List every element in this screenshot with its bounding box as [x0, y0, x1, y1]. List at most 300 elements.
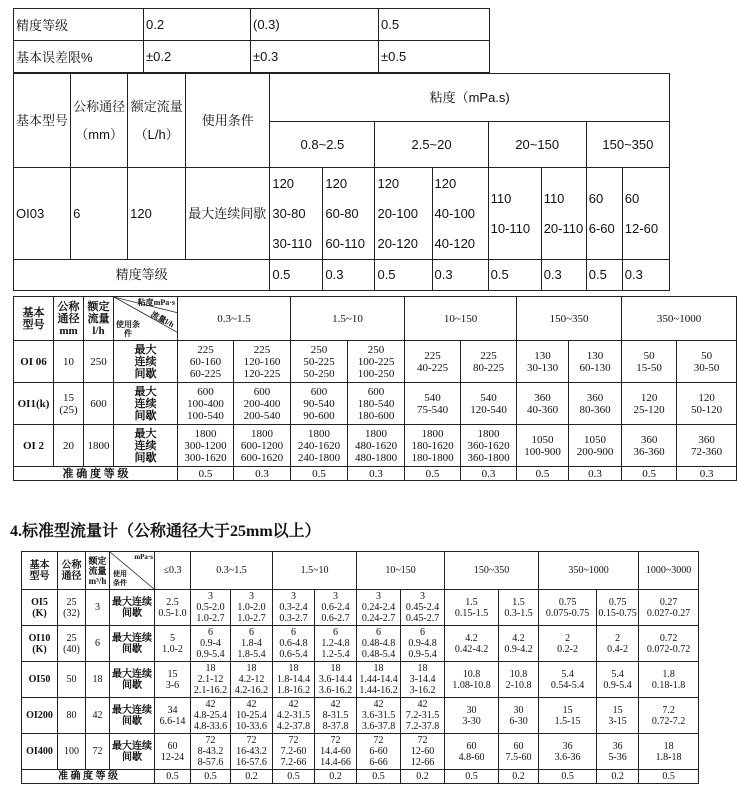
flow: 1800: [84, 425, 114, 467]
table-cell: [639, 734, 699, 770]
cell-line: 6-60: [588, 220, 615, 236]
cell-line: 7.2-37.8: [405, 721, 440, 732]
cell-line: 100-225: [357, 355, 395, 368]
table-cell: [405, 383, 461, 425]
cell-line: 8-37.8: [322, 721, 349, 732]
cell-line: 16-43.2: [236, 746, 267, 757]
cell-line: 50-250: [303, 367, 335, 380]
cell-line: 1.08-10.8: [452, 679, 491, 691]
cell-line: 18: [246, 663, 257, 674]
cell-line: 4.8-60: [458, 751, 485, 763]
table-cell: [357, 698, 401, 734]
cell-line: 基本: [29, 559, 50, 571]
cell-line: 2.5: [166, 596, 179, 608]
table-cell: [348, 425, 405, 467]
table-cell: [517, 383, 569, 425]
cell-line: 1800: [251, 427, 273, 440]
cell-line: (K): [32, 643, 47, 655]
data-row: [22, 626, 699, 662]
cell-line: 0.6-4.8: [279, 638, 308, 649]
table-cell: [541, 168, 586, 260]
table-cell: [231, 626, 273, 662]
cell-line: 公称: [61, 559, 82, 571]
table-cell: [445, 662, 499, 698]
table-cell: [178, 425, 234, 467]
table-cell: [191, 590, 231, 626]
accuracy-value: 0.5: [191, 770, 231, 784]
table-cell: [231, 698, 273, 734]
accuracy-value: 0.5: [357, 770, 401, 784]
cell-line: 18: [205, 663, 216, 674]
cell-line: 1800: [194, 427, 217, 440]
cell-line: 最大连续: [112, 596, 152, 608]
cell-line: (K): [32, 607, 47, 619]
cell-line: 90-540: [303, 397, 335, 410]
cell-line: 72: [246, 735, 257, 746]
cell-line: 间歇: [122, 751, 142, 763]
cell-line: 42: [373, 699, 384, 710]
model: OI 2: [14, 425, 54, 467]
condition: 最大连续间歇: [186, 168, 270, 260]
cell-line: 80-360: [579, 403, 611, 416]
table-cell: [315, 626, 357, 662]
header-flow: [84, 297, 114, 341]
accuracy-label: 精度等级: [14, 260, 270, 291]
cell-line: 1.8-5.4: [237, 649, 266, 660]
diameter: [54, 425, 84, 467]
table-cell: [291, 425, 348, 467]
table-cell: [348, 341, 405, 383]
cell-line: 0.42-4.2: [454, 643, 489, 655]
table-cell: ±0.3: [251, 41, 379, 73]
model: [22, 626, 58, 662]
cell-line: 1.5: [512, 596, 525, 608]
cell-line: 250: [367, 343, 385, 356]
cell-line: 6: [208, 627, 213, 638]
cell-line: 30-50: [693, 361, 720, 374]
cell-line: 12-66: [410, 757, 435, 768]
cell-line: 0.15-0.75: [598, 607, 637, 619]
cell-line: 80: [66, 710, 77, 721]
cell-line: 0.5-2.0: [196, 602, 225, 613]
cell-line: 0.3-2.7: [279, 613, 308, 624]
table-cell: 6: [71, 168, 128, 260]
viscosity-range: 350~1000: [539, 552, 639, 590]
table-cell: [639, 698, 699, 734]
cell-line: 600: [310, 385, 328, 398]
cell-line: 最大: [134, 427, 157, 440]
cell-line: 1.2-5.4: [321, 649, 350, 660]
data-row: [22, 698, 699, 734]
table-cell: [539, 590, 597, 626]
cell-line: 0.48-5.4: [361, 649, 396, 660]
table-cell: [315, 698, 357, 734]
data-row: [22, 734, 699, 770]
cell-line: 75-540: [416, 403, 449, 416]
header-diagonal: [110, 552, 155, 590]
cell-line: 50: [643, 349, 655, 362]
cell-line: 72-360: [690, 445, 723, 458]
cell-line: 120-540: [470, 403, 507, 416]
table-cell: [191, 662, 231, 698]
table-cell: [357, 662, 401, 698]
cell-line: 600: [367, 385, 385, 398]
table-cell: 0.2: [144, 9, 251, 41]
diameter: [54, 383, 84, 425]
header-diagonal: [114, 297, 178, 341]
cell-line: 60: [513, 740, 524, 752]
table-cell: [517, 425, 569, 467]
cell-line: 600-1620: [240, 451, 284, 464]
cell-line: 360: [534, 391, 551, 404]
table-cell: [677, 425, 737, 467]
cell-line: 14.4-60: [320, 746, 351, 757]
cell-line: 5.4: [561, 668, 574, 680]
cell-line: 3: [333, 591, 339, 602]
table-cell: [622, 341, 677, 383]
table-cell: [315, 662, 357, 698]
cell-line: 50-120: [690, 403, 723, 416]
table-cell: [677, 383, 737, 425]
accuracy-value: 0.3: [348, 467, 405, 481]
flow: 42: [86, 698, 110, 734]
small-bore-spec-table: [13, 296, 737, 481]
cell-line: 10: [63, 355, 74, 368]
cell-line: 8-43.2: [197, 746, 224, 757]
cell-line: 120: [272, 175, 295, 191]
condition: [114, 383, 178, 425]
diag-flow: 流量l/h: [149, 309, 176, 330]
cell-line: 3.6-16.2: [318, 685, 353, 696]
cell-line: 10-110: [490, 220, 531, 236]
table-cell: [569, 383, 622, 425]
cell-line: 600: [197, 385, 214, 398]
cell-line: 90-600: [303, 409, 335, 422]
cell-line: 1800: [308, 427, 331, 440]
accuracy-value: 0.3: [622, 260, 669, 291]
accuracy-row: [22, 770, 699, 784]
cell-line: 120: [698, 391, 715, 404]
cell-line: 10-33.6: [236, 721, 267, 732]
accuracy-value: 0.2: [401, 770, 445, 784]
cell-line: 72: [205, 735, 216, 746]
cell-line: 18: [330, 663, 341, 674]
cell-line: OI400: [26, 746, 53, 757]
cell-line: 3.6-14.4: [318, 674, 353, 685]
accuracy-value: 0.5: [539, 770, 597, 784]
accuracy-row: [14, 467, 737, 481]
cell-line: 2.1-16.2: [193, 685, 228, 696]
table-cell: [597, 734, 639, 770]
cell-line: 0.72: [659, 632, 678, 644]
header-model: [22, 552, 58, 590]
table-cell: [270, 168, 323, 260]
table-cell: [517, 341, 569, 383]
cell-line: 间歇: [122, 715, 142, 727]
cell-line: 40-120: [434, 235, 476, 251]
cell-line: 120-225: [243, 367, 281, 380]
diameter: [58, 626, 86, 662]
cell-line: 最大: [134, 385, 157, 398]
viscosity-range: 1000~3000: [639, 552, 699, 590]
cell-line: 18: [663, 740, 674, 752]
flow: 3: [86, 590, 110, 626]
cell-line: 60: [466, 740, 477, 752]
cell-line: 公称: [57, 300, 80, 313]
cell-line: 60-110: [325, 235, 365, 251]
condition: [110, 662, 155, 698]
cell-line: 15: [562, 704, 573, 716]
cell-line: 360: [640, 433, 658, 446]
cell-line: 3-6: [165, 679, 180, 691]
cell-line: 0.9-4.2: [504, 643, 533, 655]
table-cell: [445, 626, 499, 662]
section-heading: 4.标准型流量计（公称通径大于25mm以上）: [10, 523, 321, 540]
cell-line: 2.1-12: [197, 674, 224, 685]
accuracy-value: 0.5: [375, 260, 432, 291]
cell-line: 42: [205, 699, 216, 710]
cell-line: 6-66: [369, 757, 388, 768]
cell-line: 540: [480, 391, 497, 404]
cell-line: 360: [698, 433, 715, 446]
cell-line: 72: [330, 735, 341, 746]
diameter: [58, 590, 86, 626]
cell-line: 5.4: [611, 668, 624, 680]
accuracy-value: 0.5: [517, 467, 569, 481]
cell-line: 30: [466, 704, 477, 716]
accuracy-value: 0.2: [315, 770, 357, 784]
cell-line: 1.2-4.8: [321, 638, 350, 649]
table-cell: [461, 383, 517, 425]
table-cell: [357, 734, 401, 770]
cell-line: 36: [612, 740, 623, 752]
cell-line: 100-900: [524, 445, 561, 458]
oi03-spec-table: [13, 73, 670, 291]
cell-line: 25-120: [633, 403, 665, 416]
cell-line: 4.2-31.5: [276, 710, 311, 721]
header-diameter: [54, 297, 84, 341]
cell-line: 42: [417, 699, 428, 710]
table-cell: [234, 383, 291, 425]
cell-line: m³/h: [88, 575, 107, 586]
header-diameter: [58, 552, 86, 590]
cell-line: 300-1620: [184, 451, 227, 464]
table-cell: [401, 734, 445, 770]
accuracy-value: 0.3: [323, 260, 375, 291]
accuracy-value: 0.3: [541, 260, 586, 291]
accuracy-value: 0.2: [597, 770, 639, 784]
condition: [114, 341, 178, 383]
table-cell: [539, 734, 597, 770]
cell-line: 12-60: [410, 746, 435, 757]
header-flow: [86, 552, 110, 590]
header-model: 基本型号: [14, 74, 71, 168]
table-cell: [539, 662, 597, 698]
cell-line: 1.8-16.2: [276, 685, 311, 696]
table-cell: [401, 590, 445, 626]
cell-line: 1.5: [465, 596, 478, 608]
table-cell: 120: [128, 168, 186, 260]
cell-line: 4.2: [465, 632, 478, 644]
data-row: [14, 341, 737, 383]
cell-line: 1.8: [662, 668, 675, 680]
header-condition: 使用条件: [186, 74, 270, 168]
viscosity-range: 0.3~1.5: [191, 552, 273, 590]
cell-line: 1.5-15: [554, 715, 581, 727]
cell-line: 40-225: [416, 361, 449, 374]
cell-line: 36: [562, 740, 573, 752]
cell-line: 间歇: [134, 367, 157, 380]
condition: [110, 734, 155, 770]
cell-line: l/h: [92, 324, 105, 337]
cell-line: 流量: [88, 565, 107, 576]
viscosity-range: 150~350: [517, 297, 622, 341]
cell-line: 0.027-0.27: [646, 607, 691, 619]
cell-line: 6.6-14: [159, 715, 186, 727]
accuracy-error-table: [13, 8, 490, 73]
cell-line: 7.5-60: [505, 751, 532, 763]
condition: [110, 698, 155, 734]
diameter: [58, 662, 86, 698]
table-cell: [639, 626, 699, 662]
cell-line: 1.0-2: [162, 643, 183, 655]
cell-line: 8-31.5: [322, 710, 349, 721]
condition: [110, 626, 155, 662]
cell-line: 5: [170, 632, 175, 644]
table-cell: [405, 425, 461, 467]
cell-line: 42: [330, 699, 341, 710]
cell-line: 60-160: [189, 355, 222, 368]
cell-line: 通径: [57, 312, 80, 325]
cell-line: 3: [208, 591, 213, 602]
cell-line: 0.24-2.4: [361, 602, 396, 613]
table-cell: [191, 698, 231, 734]
header-row: [14, 297, 737, 321]
cell-line: 480-1620: [354, 439, 398, 452]
table-cell: [191, 626, 231, 662]
viscosity-range: 10~150: [357, 552, 445, 590]
cell-line: 0.75: [608, 596, 627, 608]
cell-line: 1.8-18: [655, 751, 682, 763]
cell-line: 额定: [88, 555, 107, 566]
accuracy-value: 0.3: [677, 467, 737, 481]
table-cell: [191, 734, 231, 770]
diameter: [58, 698, 86, 734]
cell-line: 360-1800: [467, 451, 510, 464]
table-cell: [291, 383, 348, 425]
cell-line: 60-225: [189, 367, 222, 380]
cell-line: 225: [424, 349, 441, 362]
cell-line: 100-400: [187, 397, 224, 410]
cell-line: 3: [291, 591, 297, 602]
cell-line: 7.2-66: [280, 757, 307, 768]
cell-line: 0.075-0.75: [545, 607, 590, 619]
table-cell: [405, 341, 461, 383]
table-cell: [499, 590, 539, 626]
cell-line: 42: [288, 699, 299, 710]
cell-line: 110: [543, 190, 565, 206]
cell-line: 12-60: [624, 220, 659, 236]
accuracy-value: 0.2: [499, 770, 539, 784]
cell-line: 120: [325, 175, 348, 191]
cell-line: 间歇: [122, 643, 142, 655]
cell-line: 2-10.8: [505, 679, 532, 691]
cell-line: 通径: [61, 570, 82, 582]
cell-line: 480-1800: [354, 451, 398, 464]
cell-line: 10.8: [509, 668, 528, 680]
data-row: [14, 425, 737, 467]
cell-line: 6-30: [509, 715, 528, 727]
table-cell: [155, 698, 191, 734]
cell-line: 0.48-4.8: [361, 638, 396, 649]
cell-line: 0.9-5.4: [603, 679, 632, 691]
cell-line: 120: [377, 175, 400, 191]
cell-line: 4.8-25.4: [193, 710, 228, 721]
cell-line: 18: [417, 663, 428, 674]
viscosity-range: 150~350: [445, 552, 539, 590]
viscosity-range: 2.5~20: [375, 122, 488, 168]
cell-line: 72: [373, 735, 384, 746]
model: [22, 590, 58, 626]
accuracy-value: 0.5: [291, 467, 348, 481]
cell-line: 4.2-12: [238, 674, 265, 685]
diag-viscosity: mPa·s: [134, 553, 153, 561]
cell-line: 30-80: [272, 205, 306, 221]
viscosity-range: 1.5~10: [273, 552, 357, 590]
accuracy-value: 0.5: [178, 467, 234, 481]
viscosity-range: 1.5~10: [291, 297, 405, 341]
cell-line: 0.54-5.4: [550, 679, 585, 691]
cell-line: 20: [63, 439, 74, 452]
data-row: [22, 662, 699, 698]
cell-line: 3-15: [608, 715, 627, 727]
cell-line: 130: [534, 349, 551, 362]
cell-line: 3: [249, 591, 254, 602]
cell-line: 额定: [87, 300, 110, 313]
cell-line: 0.27: [659, 596, 678, 608]
cell-line: 3: [420, 591, 426, 602]
cell-line: 6: [249, 627, 254, 638]
table-row: [14, 41, 490, 73]
cell-line: 3-30: [462, 715, 481, 727]
cell-line: 型号: [29, 570, 50, 582]
cell-line: 8-57.6: [197, 757, 224, 768]
cell-line: 基本: [22, 306, 45, 319]
table-cell: 0.5: [379, 9, 490, 41]
cell-line: 0.9-5.4: [196, 649, 225, 660]
table-cell: [539, 626, 597, 662]
table-cell: [499, 626, 539, 662]
accuracy-label: 准 确 度 等 级: [22, 770, 155, 784]
table-cell: [315, 590, 357, 626]
cell-line: 1.44-16.2: [359, 685, 398, 696]
cell-line: 40-360: [526, 403, 559, 416]
cell-line: 0.3-1.5: [504, 607, 533, 619]
cell-line: 1.44-14.4: [359, 674, 398, 685]
table-cell: [291, 341, 348, 383]
flow: 600: [84, 383, 114, 425]
accuracy-row: [14, 260, 670, 291]
cell-line: 42: [246, 699, 257, 710]
cell-line: OI5: [31, 596, 48, 608]
cell-line: 600: [253, 385, 271, 398]
table-cell: [357, 590, 401, 626]
accuracy-value: 0.5: [488, 260, 541, 291]
cell-line: 最大连续: [112, 704, 152, 716]
cell-line: 1800: [421, 427, 444, 440]
accuracy-value: 0.3: [569, 467, 622, 481]
cell-line: 5-36: [608, 751, 627, 763]
